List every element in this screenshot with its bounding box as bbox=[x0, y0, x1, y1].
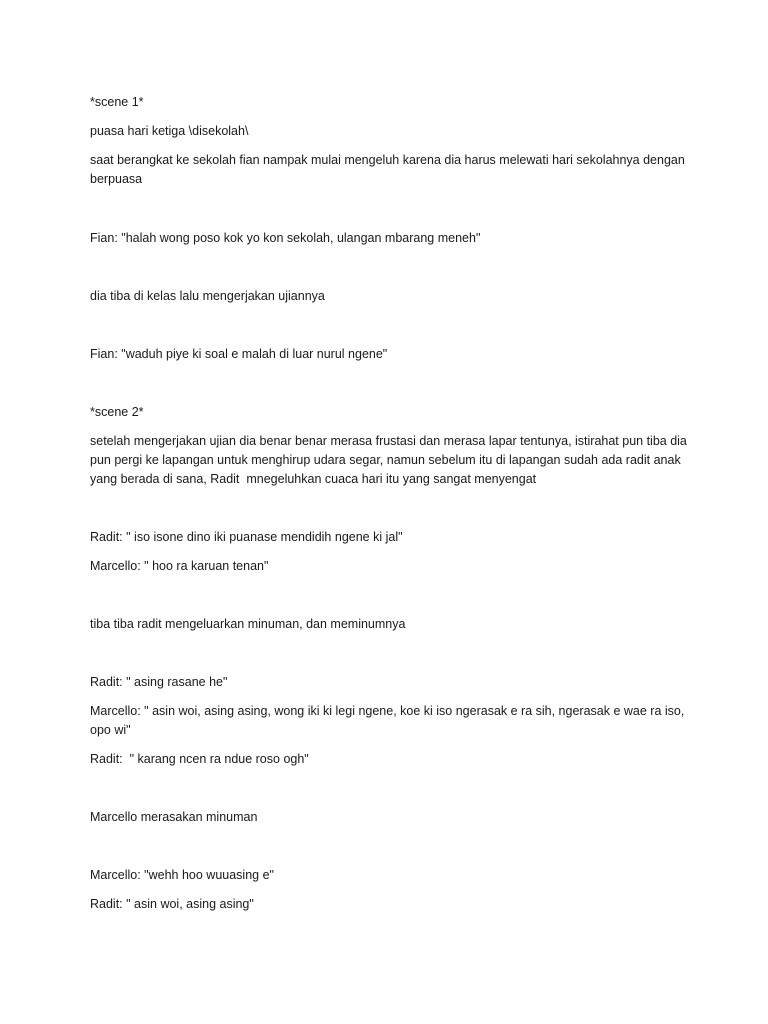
scene-1-heading: *scene 1* bbox=[90, 95, 144, 109]
dialogue-line: Marcello: "wehh hoo wuuasing e" bbox=[90, 868, 274, 882]
dialogue-line: Radit: " karang ncen ra ndue roso ogh" bbox=[90, 752, 309, 766]
dialogue-line: Fian: "waduh piye ki soal e malah di luar nurul ngene" bbox=[90, 347, 388, 361]
dialogue-line: Radit: " asing rasane he" bbox=[90, 675, 228, 689]
dialogue-line: Fian: "halah wong poso kok yo kon sekolah, ulangan mbarang meneh" bbox=[90, 231, 481, 245]
scene-2-heading: *scene 2* bbox=[90, 405, 144, 419]
narration-paragraph: tiba tiba radit mengeluarkan minuman, dan meminumnya bbox=[90, 617, 406, 631]
dialogue-line: Marcello: " hoo ra karuan tenan" bbox=[90, 559, 269, 573]
narration-paragraph: Marcello merasakan minuman bbox=[90, 810, 258, 824]
narration-paragraph: dia tiba di kelas lalu mengerjakan ujiannya bbox=[90, 289, 325, 303]
dialogue-line: Marcello: " asin woi, asing asing, wong iki ki legi ngene, koe ki iso ngerasak e ra sih, ngerasak e wae ra iso, opo wi" bbox=[90, 704, 688, 737]
scene-1-setting: puasa hari ketiga \disekolah\ bbox=[90, 124, 249, 138]
narration-paragraph: setelah mengerjakan ujian dia benar benar merasa frustasi dan merasa lapar tentunya, istirahat pun tiba dia pun pergi ke lapangan untuk menghirup udara segar, namun sebelum itu di lapangan sudah ada radit anak yang berada di sana, Radit mnegeluhkan cuaca hari itu yang sangat menyengat bbox=[90, 434, 691, 486]
dialogue-line: Radit: " iso isone dino iki puanase mendidih ngene ki jal" bbox=[90, 530, 403, 544]
dialogue-line: Radit: " asin woi, asing asing" bbox=[90, 897, 254, 911]
narration-paragraph: saat berangkat ke sekolah fian nampak mulai mengeluh karena dia harus melewati hari sekolahnya dengan berpuasa bbox=[90, 153, 689, 186]
